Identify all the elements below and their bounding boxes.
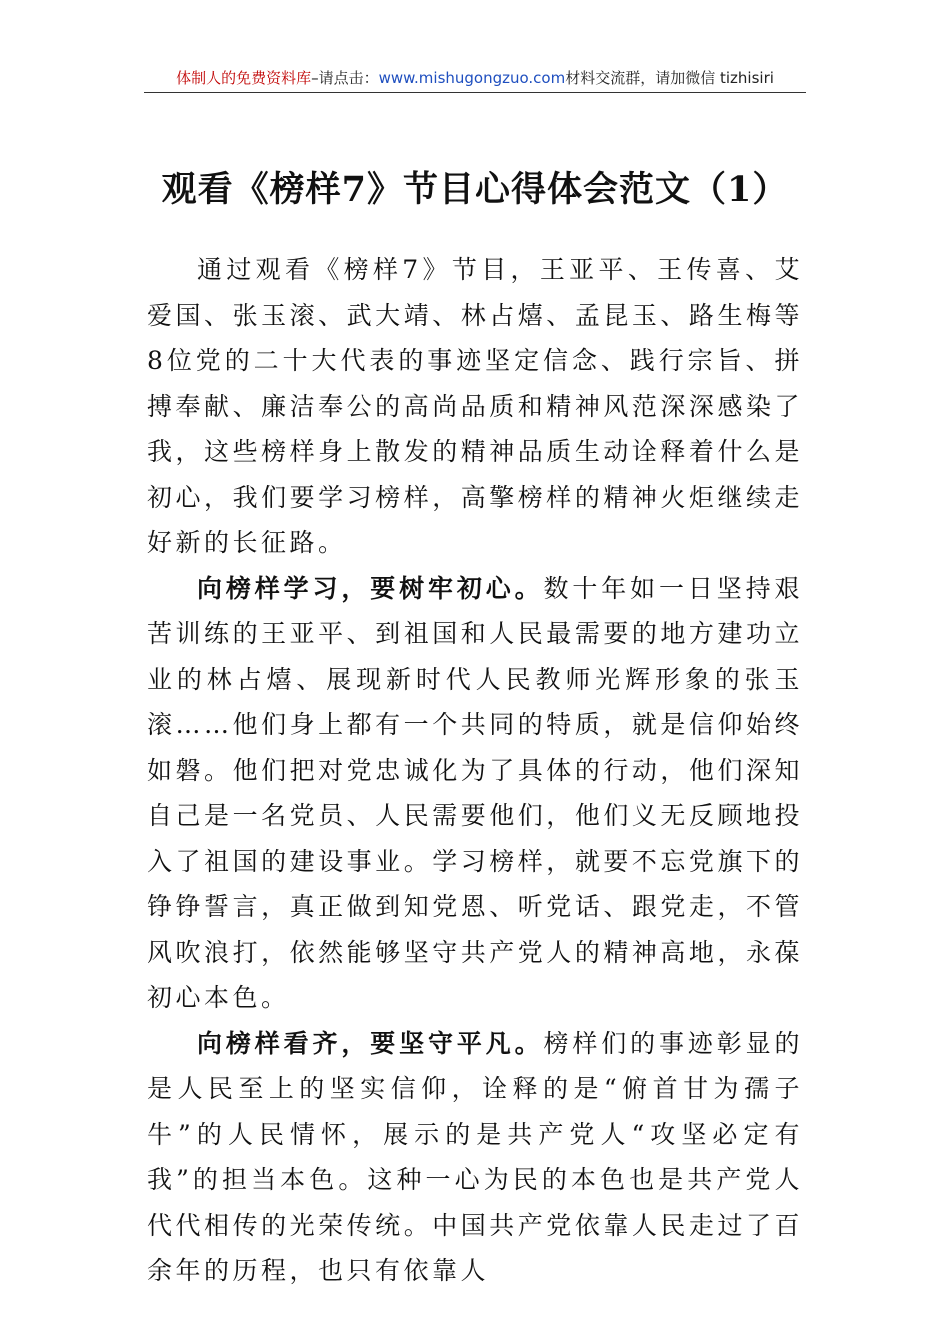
header-divider bbox=[144, 92, 806, 93]
paragraph-1-text: 通过观看《榜样7》节目，王亚平、王传喜、艾爱国、张玉滚、武大靖、林占熺、孟昆玉、路生梅等8位党的二十大代表的事迹坚定信念、践行宗旨、拼搏奉献、廉洁奉公的高尚品质和精神风范深深感染了我，这些榜样身上散发的精神品质生动诠释着什么是初心，我们要学习榜样，高擎榜样的精神火炬继续走好新的长征路。 bbox=[147, 255, 803, 557]
document-body bbox=[147, 247, 803, 1294]
header-contact: 材料交流群，请加微信 tizhisiri bbox=[565, 69, 774, 87]
paragraph-2-lead: 向榜样学习，要树牢初心。 bbox=[197, 573, 544, 603]
header-brand: 体制人的免费资料库 bbox=[176, 69, 312, 87]
paragraph-3-text: 榜样们的事迹彰显的是人民至上的坚实信仰，诠释的是“俯首甘为孺子牛”的人民情怀，展示的是共产党人“攻坚必定有我”的担当本色。这种一心为民的本色也是共产党人代代相传的光荣传统。中国共产党依靠人民走过了百余年的历程，也只有依靠人 bbox=[147, 1028, 803, 1285]
paragraph-2-text: 数十年如一日坚持艰苦训练的王亚平、到祖国和人民最需要的地方建功立业的林占熺、展现新时代人民教师光辉形象的张玉滚……他们身上都有一个共同的特质，就是信仰始终如磐。他们把对党忠诚化为了具体的行动，他们深知自己是一名党员、人民需要他们，他们义无反顾地投入了祖国的建设事业。学习榜样，就要不忘党旗下的铮铮誓言，真正做到知党恩、听党话、跟党走，不管风吹浪打，依然能够坚守共产党人的精神高地，永葆初心本色。 bbox=[147, 573, 803, 1012]
paragraph-3 bbox=[147, 1021, 803, 1294]
paragraph-3-lead: 向榜样看齐，要坚守平凡。 bbox=[197, 1028, 544, 1058]
paragraph-2 bbox=[147, 566, 803, 1021]
header-prompt: –请点击： bbox=[311, 69, 379, 87]
page-title: 观看《榜样7》节目心得体会范文（1） bbox=[161, 169, 789, 210]
header-link[interactable]: www.mishugongzuo.com bbox=[378, 69, 566, 87]
paragraph-1 bbox=[147, 247, 803, 566]
header-banner bbox=[0, 66, 950, 90]
